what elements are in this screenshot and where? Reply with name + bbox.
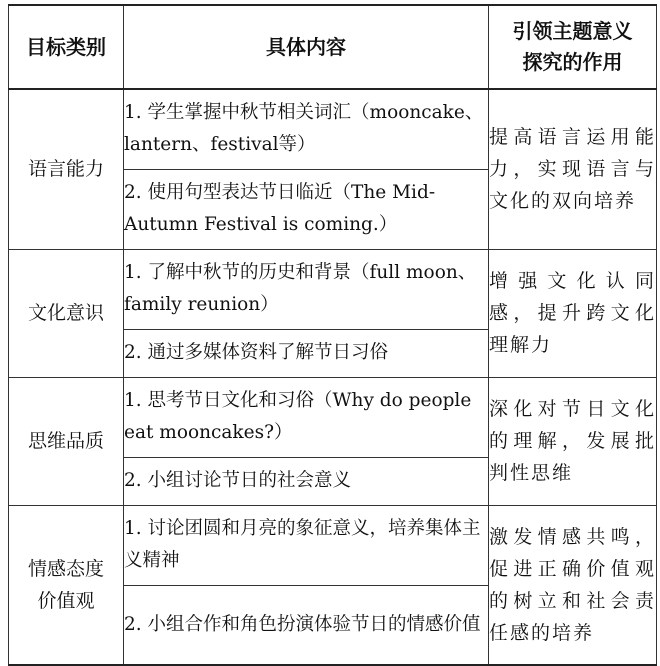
category-cell: 文化意识 <box>9 249 124 377</box>
category-cell: 思维品质 <box>9 377 124 505</box>
category-cell: 语言能力 <box>9 89 124 249</box>
role-cell: 增强文化认同感，提升跨文化理解力 <box>489 249 657 377</box>
table-header-row <box>9 5 657 89</box>
table-row <box>9 249 657 329</box>
header-category: 目标类别 <box>9 5 124 89</box>
role-cell: 提高语言运用能力，实现语言与文化的双向培养 <box>489 89 657 249</box>
content-cell: 1. 学生掌握中秋节相关词汇（mooncake、lantern、festival等） <box>124 89 489 169</box>
role-cell: 深化对节日文化的理解，发展批判性思维 <box>489 377 657 505</box>
content-cell: 2. 使用句型表达节日临近（The Mid-Autumn Festival is coming.） <box>124 169 489 249</box>
table-row <box>9 89 657 169</box>
content-cell: 1. 了解中秋节的历史和背景（full moon、family reunion） <box>124 249 489 329</box>
table-row <box>9 377 657 457</box>
content-cell: 2. 小组讨论节日的社会意义 <box>124 457 489 505</box>
content-cell: 1. 讨论团圆和月亮的象征意义，培养集体主义精神 <box>124 505 489 585</box>
table-row <box>9 505 657 585</box>
role-cell: 激发情感共鸣，促进正确价值观的树立和社会责任感的培养 <box>489 505 657 665</box>
header-role: 引领主题意义探究的作用 <box>489 5 657 89</box>
content-cell: 2. 通过多媒体资料了解节日习俗 <box>124 329 489 377</box>
content-cell: 2. 小组合作和角色扮演体验节日的情感价值 <box>124 585 489 665</box>
teaching-goals-table <box>8 4 657 666</box>
content-cell: 1. 思考节日文化和习俗（Why do people eat mooncakes?） <box>124 377 489 457</box>
category-cell: 情感态度价值观 <box>9 505 124 665</box>
header-content: 具体内容 <box>124 5 489 89</box>
